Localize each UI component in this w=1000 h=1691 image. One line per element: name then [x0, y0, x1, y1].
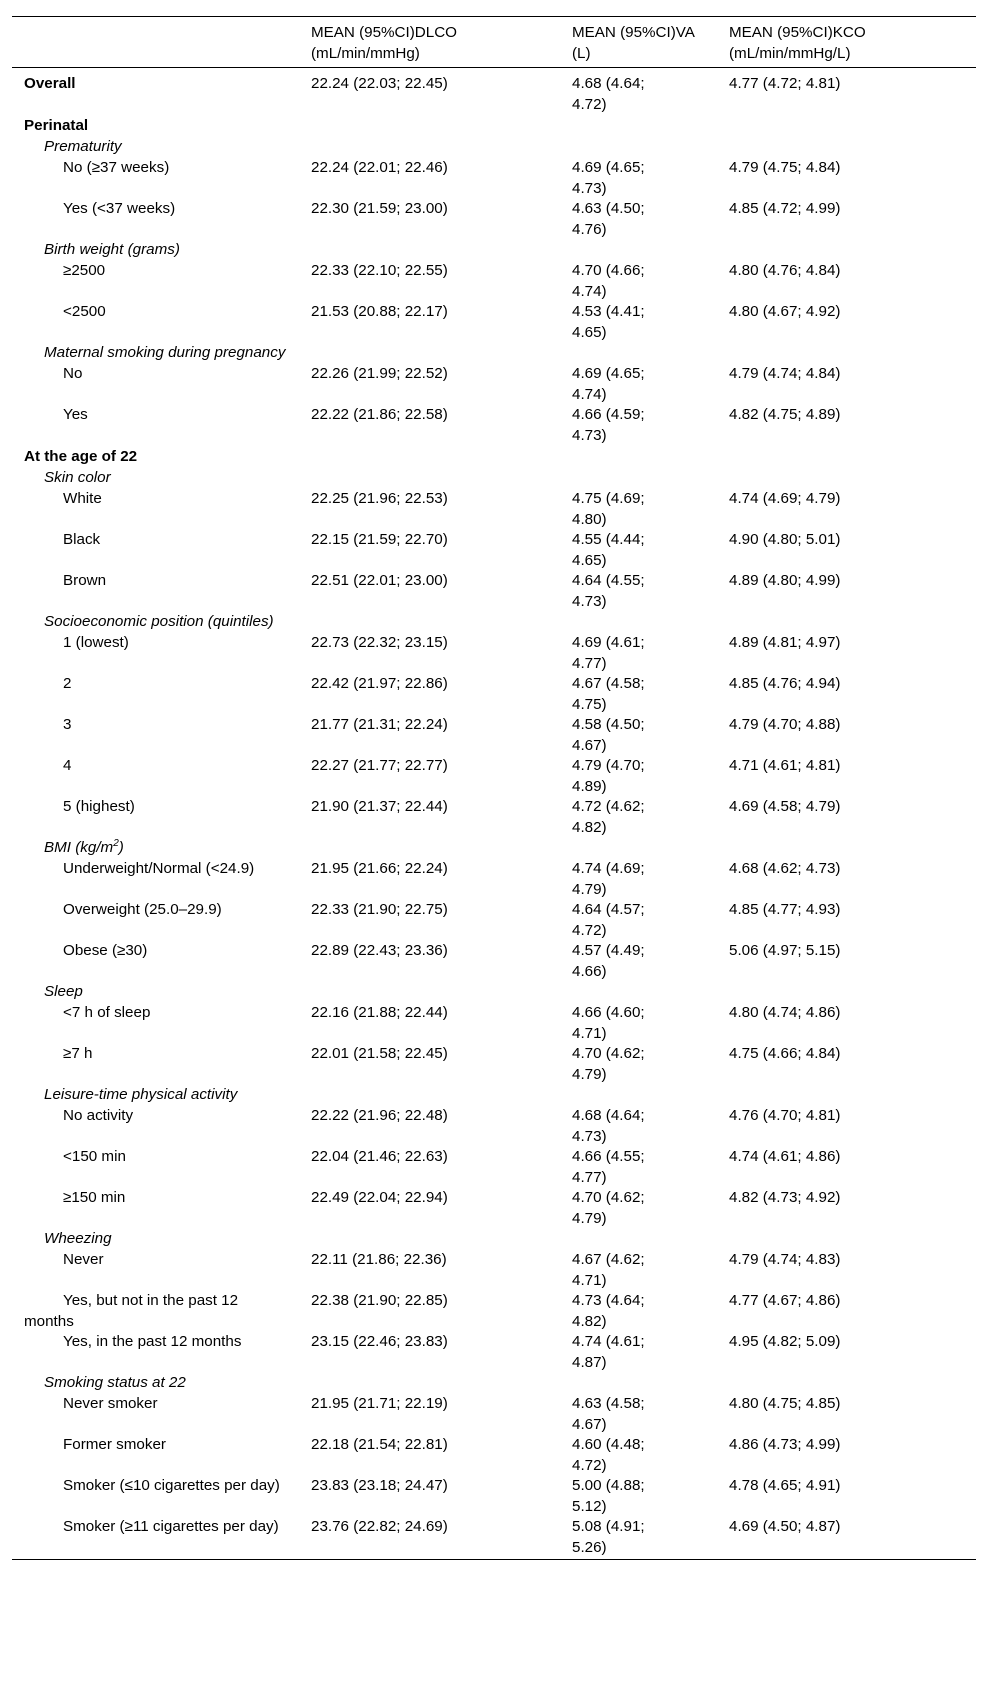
- row-label: [24, 714, 292, 735]
- kco-value: 4.77 (4.72; 4.81): [729, 75, 841, 92]
- va-value-line: 4.66): [572, 963, 607, 980]
- row-label-text: Smoker (≥11 cigarettes per day): [63, 1518, 279, 1535]
- row-label-text: Obese (≥30): [63, 942, 148, 959]
- va-value-line: 4.82): [572, 1313, 607, 1330]
- row-label-text: Yes: [63, 406, 88, 423]
- dlco-value: 22.89 (22.43; 23.36): [311, 942, 448, 959]
- va-value: [572, 157, 708, 199]
- row-label-text: Never smoker: [63, 1395, 158, 1412]
- row-label-text: Yes (<37 weeks): [63, 200, 176, 217]
- dlco-value: 21.95 (21.71; 22.19): [311, 1395, 448, 1412]
- va-value-line: 4.75): [572, 696, 607, 713]
- va-value-line: 4.64 (4.55;: [572, 572, 645, 589]
- dlco-value: 23.15 (22.46; 23.83): [311, 1333, 448, 1350]
- row-label: [24, 858, 292, 879]
- va-value: [572, 796, 708, 838]
- row-label-text: Smoking status at 22: [44, 1374, 186, 1391]
- dlco-value: 22.15 (21.59; 22.70): [311, 531, 448, 548]
- va-value-line: 4.63 (4.50;: [572, 200, 645, 217]
- va-value-line: 4.55 (4.44;: [572, 531, 645, 548]
- row-label: [24, 570, 292, 591]
- va-value-line: 4.70 (4.66;: [572, 262, 645, 279]
- va-value-line: 4.69 (4.65;: [572, 159, 645, 176]
- row-label-text: No: [63, 365, 83, 382]
- kco-value: 4.69 (4.58; 4.79): [729, 798, 841, 815]
- row-label: [24, 632, 292, 653]
- va-value-line: 4.67 (4.62;: [572, 1251, 645, 1268]
- kco-value: 4.85 (4.77; 4.93): [729, 901, 841, 918]
- row-label-text: Prematurity: [44, 138, 122, 155]
- row-label: [24, 837, 292, 858]
- dlco-value: 22.51 (22.01; 23.00): [311, 572, 448, 589]
- row-label: [24, 1105, 292, 1126]
- va-value: [572, 73, 708, 115]
- row-label: [24, 1372, 292, 1393]
- row-label-text: White: [63, 490, 102, 507]
- va-value: [572, 714, 708, 756]
- row-label: [24, 301, 292, 322]
- va-value-line: 4.70 (4.62;: [572, 1189, 645, 1206]
- kco-value: 4.95 (4.82; 5.09): [729, 1333, 841, 1350]
- va-value-line: 4.70 (4.62;: [572, 1045, 645, 1062]
- va-value-line: 4.71): [572, 1272, 607, 1289]
- row-label-text: ≥150 min: [63, 1189, 126, 1206]
- va-value: [572, 363, 708, 405]
- va-value: [572, 632, 708, 674]
- kco-value: 4.79 (4.75; 4.84): [729, 159, 841, 176]
- row-label-text: Yes, but not in the past 12 months: [24, 1292, 239, 1330]
- row-label: [24, 1516, 292, 1537]
- row-label: [24, 73, 292, 94]
- dlco-value: 22.27 (21.77; 22.77): [311, 757, 448, 774]
- va-value-line: 4.73): [572, 1128, 607, 1145]
- va-value-line: 4.79): [572, 1066, 607, 1083]
- row-label: [24, 1331, 292, 1352]
- kco-value: 4.85 (4.72; 4.99): [729, 200, 841, 217]
- dlco-value: 22.24 (22.01; 22.46): [311, 159, 448, 176]
- va-value-line: 4.66 (4.60;: [572, 1004, 645, 1021]
- va-value: [572, 301, 708, 343]
- va-value-line: 4.89): [572, 778, 607, 795]
- kco-value: 4.79 (4.74; 4.84): [729, 365, 841, 382]
- dlco-value: 21.95 (21.66; 22.24): [311, 860, 448, 877]
- va-value: [572, 1187, 708, 1229]
- va-value-line: 4.72): [572, 1457, 607, 1474]
- va-value: [572, 940, 708, 982]
- dlco-value: 22.22 (21.96; 22.48): [311, 1107, 448, 1124]
- kco-value: 4.86 (4.73; 4.99): [729, 1436, 841, 1453]
- row-label: [24, 446, 292, 467]
- va-value-line: 5.26): [572, 1539, 607, 1556]
- kco-value: 4.69 (4.50; 4.87): [729, 1518, 841, 1535]
- va-value-line: 4.74 (4.69;: [572, 860, 645, 877]
- kco-value: 4.80 (4.74; 4.86): [729, 1004, 841, 1021]
- row-label-text: ≥7 h: [63, 1045, 93, 1062]
- row-label-text: Maternal smoking during pregnancy: [44, 344, 286, 361]
- row-label-text: Black: [63, 531, 101, 548]
- va-value-line: 4.87): [572, 1354, 607, 1371]
- row-label-tail: ): [118, 839, 124, 856]
- row-label-text: 1 (lowest): [63, 634, 129, 651]
- kco-value: 4.76 (4.70; 4.81): [729, 1107, 841, 1124]
- dlco-value: 21.90 (21.37; 22.44): [311, 798, 448, 815]
- dlco-value: 21.77 (21.31; 22.24): [311, 716, 448, 733]
- row-label: [24, 488, 292, 509]
- va-value-line: 4.63 (4.58;: [572, 1395, 645, 1412]
- va-value-line: 4.60 (4.48;: [572, 1436, 645, 1453]
- row-label: [24, 1146, 292, 1167]
- va-value-line: 4.82): [572, 819, 607, 836]
- va-value-line: 4.74 (4.61;: [572, 1333, 645, 1350]
- va-value: [572, 198, 708, 240]
- row-label: [24, 1187, 292, 1208]
- va-value: [572, 1475, 708, 1517]
- kco-value: 4.82 (4.75; 4.89): [729, 406, 841, 423]
- va-value: [572, 1331, 708, 1373]
- va-value: [572, 1516, 708, 1558]
- row-label: [24, 115, 292, 136]
- row-label-text: Former smoker: [63, 1436, 166, 1453]
- va-value-line: 4.66 (4.55;: [572, 1148, 645, 1165]
- va-value-line: 4.79): [572, 881, 607, 898]
- va-value: [572, 673, 708, 715]
- row-label: [24, 673, 292, 694]
- va-value: [572, 1002, 708, 1044]
- va-value-line: 5.12): [572, 1498, 607, 1515]
- dlco-value: 22.25 (21.96; 22.53): [311, 490, 448, 507]
- kco-value: 4.71 (4.61; 4.81): [729, 757, 841, 774]
- va-value: [572, 488, 708, 530]
- va-value-line: 4.72 (4.62;: [572, 798, 645, 815]
- va-value-line: 4.79): [572, 1210, 607, 1227]
- row-label: [24, 1002, 292, 1023]
- kco-value: 4.79 (4.74; 4.83): [729, 1251, 841, 1268]
- row-label: [24, 1084, 292, 1105]
- dlco-value: 22.01 (21.58; 22.45): [311, 1045, 448, 1062]
- dlco-value: 22.38 (21.90; 22.85): [311, 1292, 448, 1309]
- table-top-rule: [12, 16, 976, 17]
- kco-value: 4.89 (4.80; 4.99): [729, 572, 841, 589]
- va-value-line: 4.74): [572, 283, 607, 300]
- row-label: [24, 1393, 292, 1414]
- kco-value: 4.75 (4.66; 4.84): [729, 1045, 841, 1062]
- row-label: [24, 1228, 292, 1249]
- row-label-text: ≥2500: [63, 262, 106, 279]
- va-value-line: 4.65): [572, 552, 607, 569]
- va-value: [572, 899, 708, 941]
- va-value-line: 4.73): [572, 180, 607, 197]
- va-value: [572, 858, 708, 900]
- va-value-line: 4.79 (4.70;: [572, 757, 645, 774]
- va-value-line: 4.74): [572, 386, 607, 403]
- dlco-value: 22.22 (21.86; 22.58): [311, 406, 448, 423]
- dlco-value: 23.83 (23.18; 24.47): [311, 1477, 448, 1494]
- row-label: [24, 755, 292, 776]
- row-label: [24, 1434, 292, 1455]
- kco-value: 4.85 (4.76; 4.94): [729, 675, 841, 692]
- va-value-line: 4.69 (4.61;: [572, 634, 645, 651]
- kco-value: 4.80 (4.67; 4.92): [729, 303, 841, 320]
- va-value: [572, 1393, 708, 1435]
- kco-value: 4.79 (4.70; 4.88): [729, 716, 841, 733]
- row-label: [24, 981, 292, 1002]
- va-value-line: 4.71): [572, 1025, 607, 1042]
- kco-value: 4.80 (4.76; 4.84): [729, 262, 841, 279]
- row-label-text: Yes, in the past 12 months: [63, 1333, 242, 1350]
- row-label-text: <2500: [63, 303, 106, 320]
- row-label-text: Smoker (≤10 cigarettes per day): [63, 1477, 280, 1494]
- row-label: [24, 363, 292, 384]
- va-value: [572, 1146, 708, 1188]
- header-kco: MEAN (95%CI)KCO (mL/min/mmHg/L): [729, 24, 866, 62]
- va-value-line: 4.64 (4.57;: [572, 901, 645, 918]
- dlco-value: 22.11 (21.86; 22.36): [311, 1251, 447, 1268]
- va-value: [572, 1105, 708, 1147]
- dlco-value: 22.30 (21.59; 23.00): [311, 200, 448, 217]
- row-label-text: No activity: [63, 1107, 134, 1124]
- row-label-text: 3: [63, 716, 72, 733]
- row-label: [24, 342, 292, 363]
- va-value: [572, 755, 708, 797]
- dlco-value: 22.33 (21.90; 22.75): [311, 901, 448, 918]
- va-value: [572, 404, 708, 446]
- row-label-text: 5 (highest): [63, 798, 135, 815]
- dlco-value: 21.53 (20.88; 22.17): [311, 303, 448, 320]
- dlco-value: 22.42 (21.97; 22.86): [311, 675, 448, 692]
- va-value-line: 4.65): [572, 324, 607, 341]
- row-label-text: No (≥37 weeks): [63, 159, 170, 176]
- table-bottom-rule: [12, 1559, 976, 1560]
- va-value: [572, 1290, 708, 1332]
- va-value-line: 4.73 (4.64;: [572, 1292, 645, 1309]
- va-value-line: 4.72): [572, 922, 607, 939]
- va-value: [572, 260, 708, 302]
- header-va: MEAN (95%CI)VA (L): [572, 24, 695, 62]
- row-label-text: <7 h of sleep: [63, 1004, 151, 1021]
- kco-value: 4.78 (4.65; 4.91): [729, 1477, 841, 1494]
- va-value-line: 4.67): [572, 1416, 607, 1433]
- row-label-text: Wheezing: [44, 1230, 112, 1247]
- va-value: [572, 1043, 708, 1085]
- va-value-line: 4.66 (4.59;: [572, 406, 645, 423]
- kco-value: 5.06 (4.97; 5.15): [729, 942, 841, 959]
- header-dlco: MEAN (95%CI)DLCO (mL/min/mmHg): [311, 24, 457, 62]
- dlco-value: 22.16 (21.88; 22.44): [311, 1004, 448, 1021]
- va-value: [572, 570, 708, 612]
- kco-value: 4.74 (4.69; 4.79): [729, 490, 841, 507]
- row-label-text: Overall: [24, 75, 76, 92]
- va-value-line: 4.68 (4.64;: [572, 1107, 645, 1124]
- dlco-value: 22.49 (22.04; 22.94): [311, 1189, 448, 1206]
- row-label-text: Overweight (25.0–29.9): [63, 901, 222, 918]
- dlco-value: 22.33 (22.10; 22.55): [311, 262, 448, 279]
- va-value-line: 4.73): [572, 593, 607, 610]
- row-label-text: Skin color: [44, 469, 111, 486]
- row-label-text: Brown: [63, 572, 107, 589]
- va-value-line: 4.69 (4.65;: [572, 365, 645, 382]
- va-value-line: 5.00 (4.88;: [572, 1477, 645, 1494]
- row-label-text: <150 min: [63, 1148, 126, 1165]
- row-label-text: Perinatal: [24, 117, 89, 134]
- va-value-line: 4.75 (4.69;: [572, 490, 645, 507]
- dlco-value: 23.76 (22.82; 24.69): [311, 1518, 448, 1535]
- kco-value: 4.74 (4.61; 4.86): [729, 1148, 841, 1165]
- row-label-text: Never: [63, 1251, 104, 1268]
- va-value-line: 4.77): [572, 655, 607, 672]
- va-value-line: 4.68 (4.64;: [572, 75, 645, 92]
- row-label-text: Socioeconomic position (quintiles): [44, 613, 274, 630]
- row-label-text: At the age of 22: [24, 448, 138, 465]
- dlco-value: 22.26 (21.99; 22.52): [311, 365, 448, 382]
- row-label-text: 2: [63, 675, 72, 692]
- row-label: [24, 467, 292, 488]
- row-label: [24, 1290, 292, 1332]
- dlco-value: 22.18 (21.54; 22.81): [311, 1436, 448, 1453]
- va-value-line: 4.67 (4.58;: [572, 675, 645, 692]
- va-value-line: 4.58 (4.50;: [572, 716, 645, 733]
- dlco-value: 22.24 (22.03; 22.45): [311, 75, 448, 92]
- dlco-value: 22.73 (22.32; 23.15): [311, 634, 448, 651]
- va-value-line: 4.72): [572, 96, 607, 113]
- row-label: [24, 529, 292, 550]
- kco-value: 4.89 (4.81; 4.97): [729, 634, 841, 651]
- row-label: [24, 1043, 292, 1064]
- row-label: [24, 239, 292, 260]
- row-label: [24, 899, 292, 920]
- row-label: [24, 260, 292, 281]
- row-label: [24, 940, 292, 961]
- row-label: [24, 404, 292, 425]
- row-label: [24, 198, 292, 219]
- va-value: [572, 1434, 708, 1476]
- va-value-line: 4.73): [572, 427, 607, 444]
- va-value-line: 4.80): [572, 511, 607, 528]
- row-label: [24, 1475, 292, 1496]
- header-rule: [12, 67, 976, 68]
- row-label-text: BMI (kg/m: [44, 839, 114, 856]
- row-label: [24, 1249, 292, 1270]
- kco-value: 4.77 (4.67; 4.86): [729, 1292, 841, 1309]
- va-value-line: 4.57 (4.49;: [572, 942, 645, 959]
- kco-value: 4.82 (4.73; 4.92): [729, 1189, 841, 1206]
- row-label: [24, 611, 292, 632]
- kco-value: 4.90 (4.80; 5.01): [729, 531, 841, 548]
- va-value-line: 4.76): [572, 221, 607, 238]
- row-label-text: Underweight/Normal (<24.9): [63, 860, 255, 877]
- va-value-line: 4.77): [572, 1169, 607, 1186]
- va-value: [572, 529, 708, 571]
- superscript: 2: [113, 837, 119, 849]
- row-label-text: Birth weight (grams): [44, 241, 180, 258]
- row-label-text: Leisure-time physical activity: [44, 1086, 238, 1103]
- row-label: [24, 136, 292, 157]
- va-value-line: 4.53 (4.41;: [572, 303, 645, 320]
- va-value: [572, 1249, 708, 1291]
- kco-value: 4.80 (4.75; 4.85): [729, 1395, 841, 1412]
- dlco-value: 22.04 (21.46; 22.63): [311, 1148, 448, 1165]
- row-label-text: Sleep: [44, 983, 83, 1000]
- kco-value: 4.68 (4.62; 4.73): [729, 860, 841, 877]
- row-label: [24, 796, 292, 817]
- row-label: [24, 157, 292, 178]
- va-value-line: 5.08 (4.91;: [572, 1518, 645, 1535]
- va-value-line: 4.67): [572, 737, 607, 754]
- row-label-text: 4: [63, 757, 72, 774]
